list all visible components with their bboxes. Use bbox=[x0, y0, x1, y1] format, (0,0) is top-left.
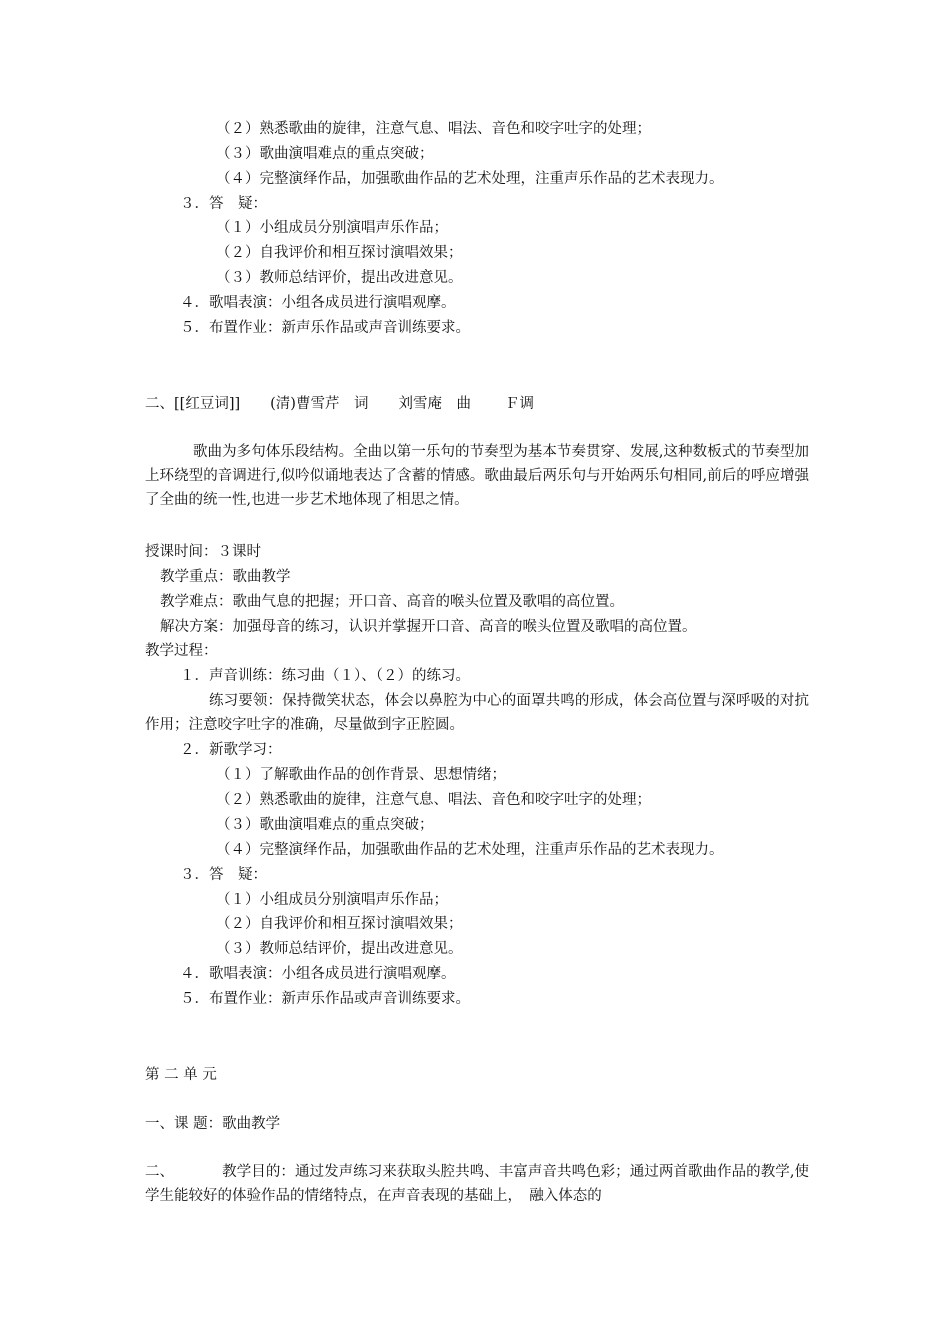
solution: 解决方案：加强母音的练习，认识并掌握开口音、高音的喉头位置及歌唱的高位置。 bbox=[160, 619, 697, 635]
top-qa-item-3: （３）教师总结评价，提出改进意见。 bbox=[216, 270, 463, 286]
new-song-item-4: （４）完整演绎作品，加强歌曲作品的艺术处理，注重声乐作品的艺术表现力。 bbox=[216, 842, 724, 858]
top-qa-heading: ３．答 疑： bbox=[180, 196, 267, 212]
homework: ５．布置作业：新声乐作品或声音训练要求。 bbox=[180, 991, 470, 1007]
top-new-song-item-2: （２）熟悉歌曲的旋律，注意气息、唱法、音色和咬字吐字的处理； bbox=[216, 121, 651, 137]
practice-points: 练习要领：保持微笑状态，体会以鼻腔为中心的面罩共鸣的形成，体会高位置与深呼吸的对抗作用；注意咬字吐字的准确，尽量做到字正腔圆。 bbox=[145, 693, 809, 733]
song2-heading bbox=[145, 394, 534, 414]
new-song-item-1: （１）了解歌曲作品的创作背景、思想情绪； bbox=[216, 767, 506, 783]
top-qa-item-2: （２）自我评价和相互探讨演唱效果； bbox=[216, 245, 463, 261]
new-song-item-2: （２）熟悉歌曲的旋律，注意气息、唱法、音色和咬字吐字的处理； bbox=[216, 792, 651, 808]
qa-item-2: （２）自我评价和相互探讨演唱效果； bbox=[216, 916, 463, 932]
teaching-difficulty: 教学难点：歌曲气息的把握；开口音、高音的喉头位置及歌唱的高位置。 bbox=[160, 594, 624, 610]
unit2-topic: 一、课 题：歌曲教学 bbox=[145, 1116, 281, 1132]
top-homework: ５．布置作业：新声乐作品或声音训练要求。 bbox=[180, 320, 470, 336]
vocal-training: １．声音训练：练习曲（１）、（２）的练习。 bbox=[180, 668, 470, 684]
performance: ４．歌唱表演：小组各成员进行演唱观摩。 bbox=[180, 966, 456, 982]
unit2-goal-text: 教学目的：通过发声练习来获取头腔共鸣、丰富声音共鸣色彩；通过两首歌曲作品的教学,使学生能较好的体验作品的情绪特点，在声音表现的基础上， 融入体态的 bbox=[145, 1164, 810, 1204]
top-performance: ４．歌唱表演：小组各成员进行演唱观摩。 bbox=[180, 295, 456, 311]
new-song-item-3: （３）歌曲演唱难点的重点突破； bbox=[216, 817, 434, 833]
unit2-goal-prefix: 二、 bbox=[145, 1164, 175, 1180]
top-qa-item-1: （１）小组成员分别演唱声乐作品； bbox=[216, 220, 448, 236]
song2-title: 二、[[红豆词]] bbox=[145, 396, 241, 412]
class-time: 授课时间：３课时 bbox=[145, 544, 261, 560]
song2-lyricist: (清)曹雪芹 词 bbox=[270, 396, 369, 412]
new-song-heading: ２．新歌学习： bbox=[180, 742, 282, 758]
top-new-song-item-3: （３）歌曲演唱难点的重点突破； bbox=[216, 146, 434, 162]
qa-item-1: （１）小组成员分别演唱声乐作品； bbox=[216, 892, 448, 908]
qa-item-3: （３）教师总结评价，提出改进意见。 bbox=[216, 941, 463, 957]
song2-composer: 刘雪庵 曲 bbox=[398, 396, 471, 412]
qa-heading: ３．答 疑： bbox=[180, 867, 267, 883]
top-new-song-item-4: （４）完整演绎作品，加强歌曲作品的艺术处理，注重声乐作品的艺术表现力。 bbox=[216, 171, 724, 187]
process-title: 教学过程： bbox=[145, 643, 218, 659]
unit2-goal bbox=[145, 1160, 809, 1208]
song2-key: Ｆ调 bbox=[504, 396, 534, 412]
unit2-title: 第 二 单 元 bbox=[145, 1067, 217, 1083]
song2-description: 歌曲为多句体乐段结构。全曲以第一乐句的节奏型为基本节奏贯穿、发展,这种数板式的节奏型加上环绕型的音调进行,似吟似诵地表达了含蓄的情感。歌曲最后两乐句与开始两乐句相同,前后的呼应增强了全曲的统一性,也进一步艺术地体现了相思之情。 bbox=[145, 444, 809, 508]
teaching-focus: 教学重点：歌曲教学 bbox=[160, 569, 291, 585]
